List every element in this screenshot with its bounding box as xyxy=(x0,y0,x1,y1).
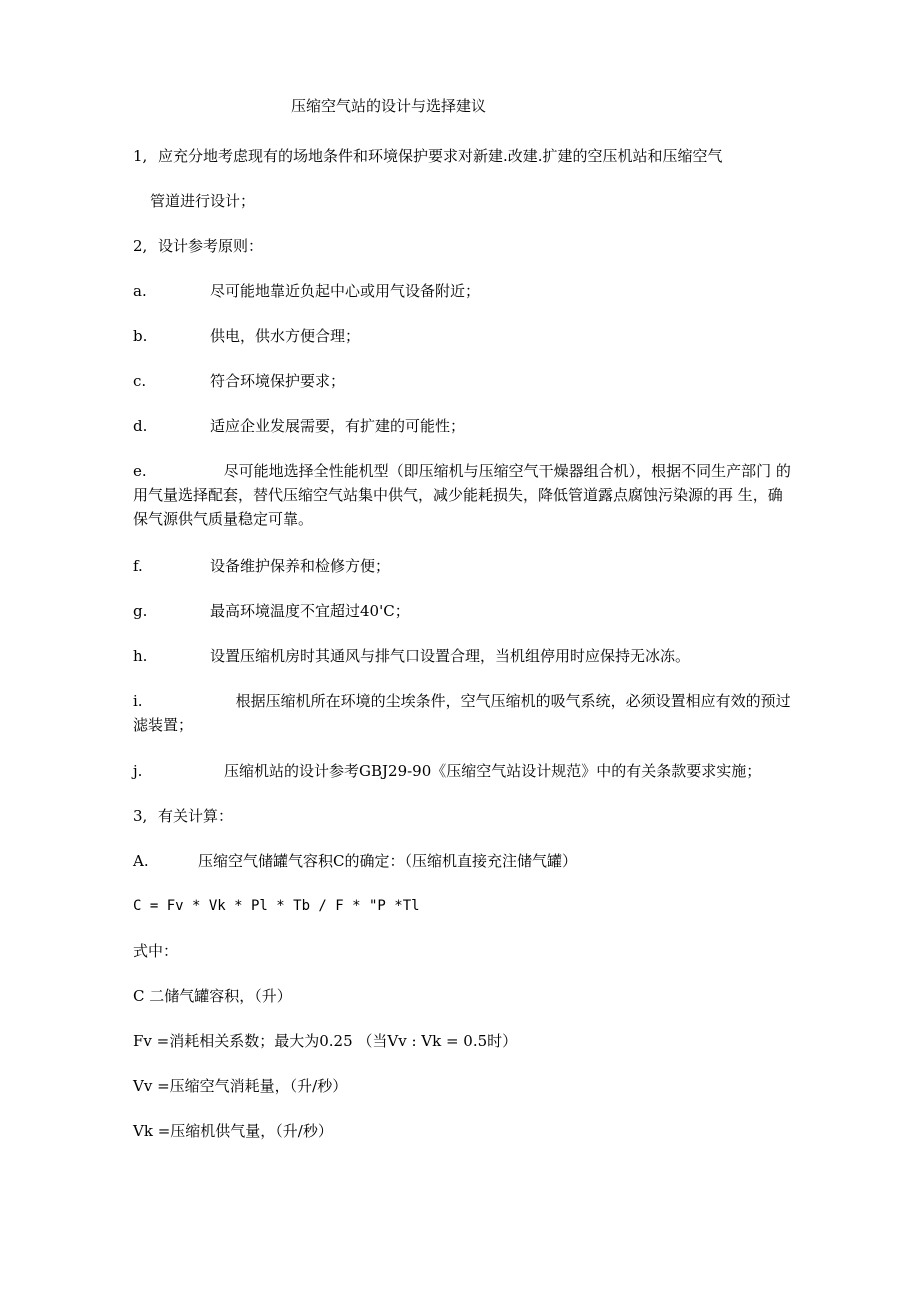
principle-a-label: a. xyxy=(133,282,147,300)
principle-f-label: f. xyxy=(133,557,143,575)
principle-e-label: e. xyxy=(133,462,147,480)
principle-i-label: i. xyxy=(133,692,143,710)
principle-b-label: b. xyxy=(133,327,148,345)
principle-e-text: 尽可能地选择全性能机型（即压缩机与压缩空气干燥器组合机），根据不同生产部门 的用气量选择配套，替代压缩空气站集中供气，减少能耗损失，降低管道露点腐蚀污染源的再 生，确保气源供气质量稳定可靠。 xyxy=(133,462,791,528)
item-2-number: 2, xyxy=(133,237,148,255)
definition-vk: Vk =压缩机供气量，（升/秒） xyxy=(133,1122,333,1140)
principle-f-text: 设备维护保养和检修方便； xyxy=(210,557,391,575)
principle-b-text: 供电，供水方便合理； xyxy=(210,327,361,345)
principle-i xyxy=(133,689,793,737)
principle-i-text: 根据压缩机所在环境的尘埃条件，空气压缩机的吸气系统，必须设置相应有效的预过滤装置； xyxy=(133,692,791,734)
principle-a-text: 尽可能地靠近负起中心或用气设备附近； xyxy=(210,282,481,300)
principle-j-label: j. xyxy=(133,762,143,780)
calc-a-label: A. xyxy=(133,852,149,870)
principle-e xyxy=(133,459,793,531)
principle-c-text: 符合环境保护要求； xyxy=(210,372,346,390)
item-2-text: 设计参考原则： xyxy=(158,237,264,255)
formula: C = Fv * Vk * Pl * Tb / F * "P *Tl xyxy=(133,898,420,914)
principle-g-label: g. xyxy=(133,602,148,620)
definition-c: C 二储气罐容积，（升） xyxy=(133,987,292,1005)
item-3-number: 3, xyxy=(133,807,148,825)
item-1-number: 1, xyxy=(133,147,148,165)
principle-d-label: d. xyxy=(133,417,148,435)
where-label: 式中： xyxy=(133,942,179,960)
principle-d-text: 适应企业发展需要，有扩建的可能性； xyxy=(210,417,466,435)
principle-c-label: c. xyxy=(133,372,147,390)
principle-g-text: 最高环境温度不宜超过40'C； xyxy=(210,602,410,620)
item-1-continuation: 管道进行设计； xyxy=(150,192,256,210)
definition-fv: Fv =消耗相关系数；最大为0.25 （当Vv : Vk = 0.5时） xyxy=(133,1032,518,1050)
principle-h-text: 设置压缩机房时其通风与排气口设置合理，当机组停用时应保持无冰冻。 xyxy=(210,647,691,665)
principle-j-text: 压缩机站的设计参考GBJ29-90《压缩空气站设计规范》中的有关条款要求实施； xyxy=(224,762,762,780)
item-3-text: 有关计算： xyxy=(158,807,234,825)
calc-a-text: 压缩空气储罐气容积C的确定：（压缩机直接充注储气罐） xyxy=(198,852,577,870)
document-title: 压缩空气站的设计与选择建议 xyxy=(291,97,487,115)
principle-h-label: h. xyxy=(133,647,148,665)
definition-vv: Vv =压缩空气消耗量，（升/秒） xyxy=(133,1077,348,1095)
item-1-text: 应充分地考虑现有的场地条件和环境保护要求对新建.改建.扩建的空压机站和压缩空气 xyxy=(158,147,723,165)
